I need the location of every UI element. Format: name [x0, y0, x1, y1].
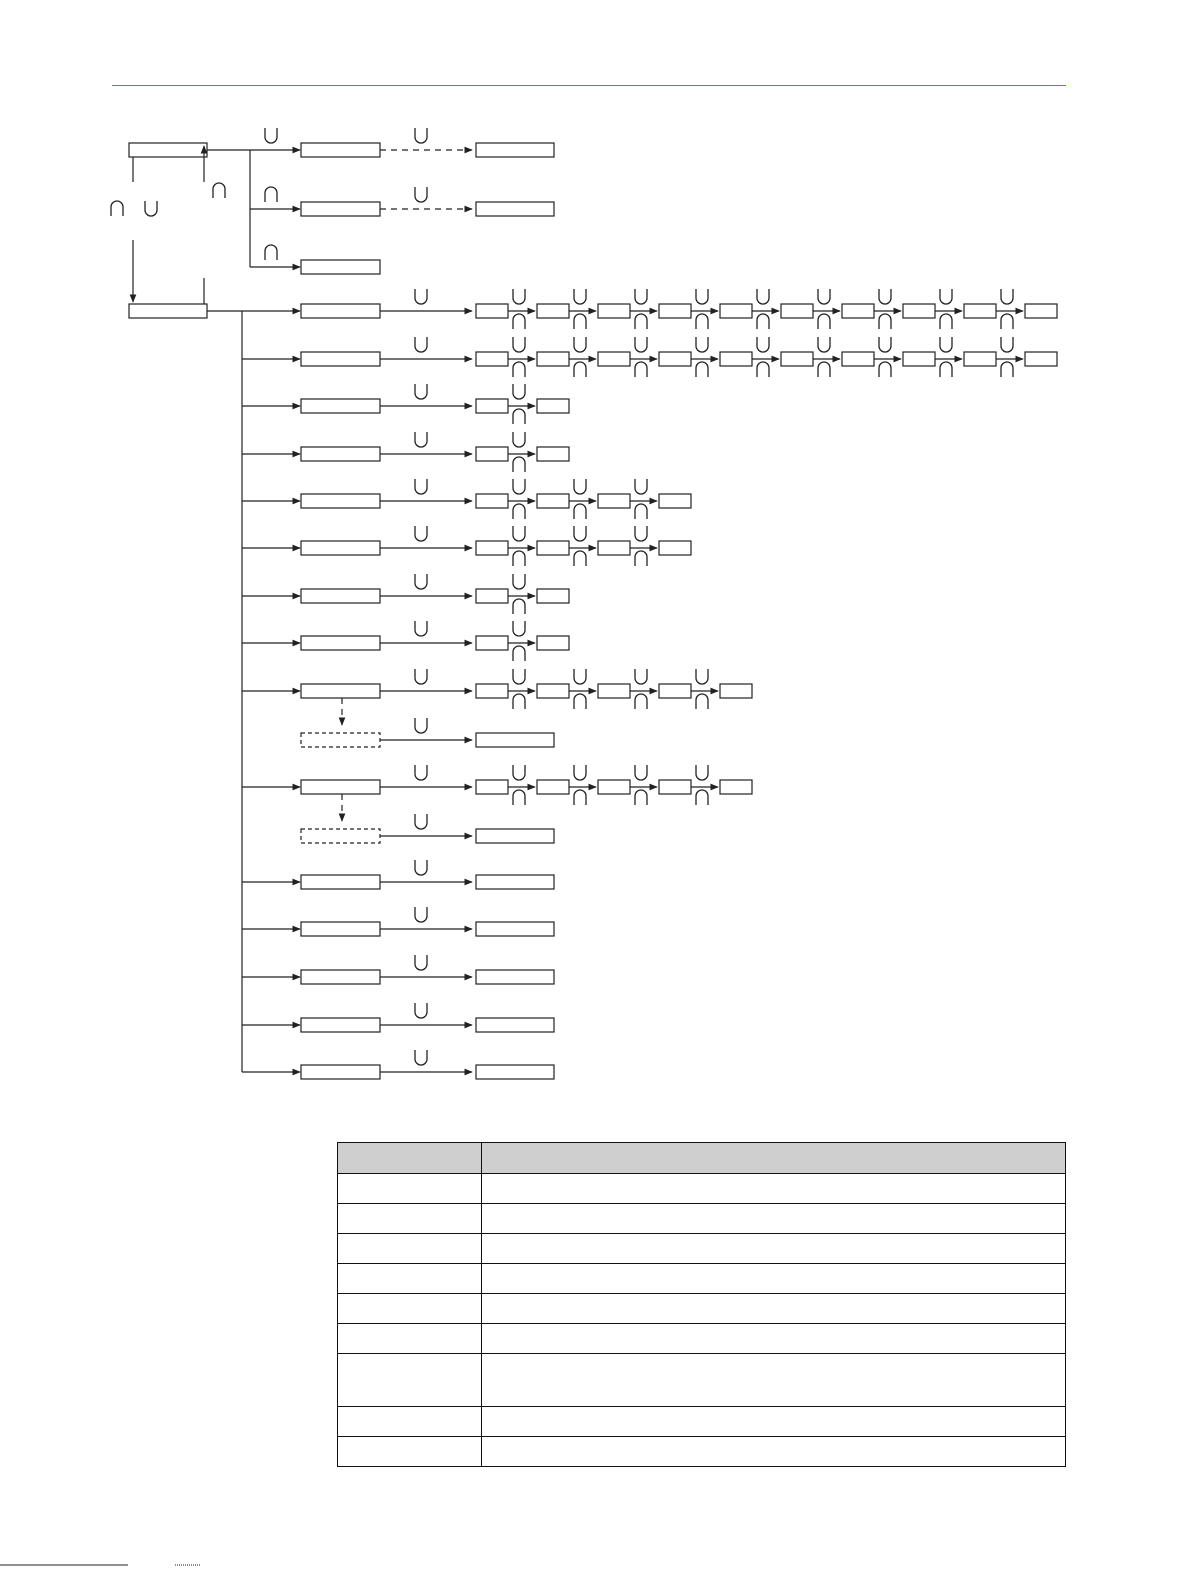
table-cell-desc [482, 1204, 1065, 1233]
up-key-icon [574, 694, 586, 709]
value-step-box [1025, 352, 1057, 366]
table-cell-key [338, 1294, 482, 1323]
table-row [337, 1264, 1066, 1294]
top-value-box [476, 143, 554, 157]
value-step-box [1025, 304, 1057, 318]
table-cell-desc [482, 1264, 1065, 1293]
down-key-icon [513, 289, 525, 304]
top-option-box [301, 260, 380, 274]
down-key-icon [574, 765, 586, 780]
parameter-box [301, 684, 380, 698]
down-key-icon [513, 621, 525, 636]
down-key-icon [513, 526, 525, 541]
value-step-box [476, 494, 508, 508]
value-step-box [903, 304, 935, 318]
down-key-icon [415, 1050, 427, 1065]
up-key-icon [265, 187, 277, 202]
down-key-icon [574, 337, 586, 352]
up-key-icon [213, 183, 225, 198]
table-row [337, 1174, 1066, 1204]
value-step-box [598, 304, 630, 318]
footer-marks [0, 1564, 240, 1572]
top-option-box [301, 202, 380, 216]
parameter-box [301, 494, 380, 508]
value-step-box [964, 304, 996, 318]
down-key-icon [635, 526, 647, 541]
value-step-box [537, 636, 569, 650]
parameter-box [301, 352, 380, 366]
up-key-icon [574, 551, 586, 566]
up-key-icon [757, 362, 769, 377]
value-box [476, 922, 554, 936]
value-step-box [537, 494, 569, 508]
table-cell-desc [482, 1324, 1065, 1353]
value-step-box [537, 304, 569, 318]
sub-parameter-box [301, 829, 380, 843]
table-cell-desc [482, 1437, 1065, 1466]
up-key-icon [635, 314, 647, 329]
table-cell-key [338, 1324, 482, 1353]
down-key-icon [513, 337, 525, 352]
parameter-box [301, 922, 380, 936]
down-key-icon [574, 526, 586, 541]
up-key-icon [513, 504, 525, 519]
table-header-col-2 [482, 1143, 1065, 1173]
down-key-icon [940, 289, 952, 304]
table-cell-key [338, 1437, 482, 1466]
up-key-icon [696, 790, 708, 805]
down-key-icon [415, 955, 427, 970]
value-step-box [476, 636, 508, 650]
value-step-box [781, 352, 813, 366]
up-key-icon [635, 362, 647, 377]
value-box [476, 970, 554, 984]
up-key-icon [879, 314, 891, 329]
parameter-box [301, 780, 380, 794]
value-step-box [476, 589, 508, 603]
up-key-icon [513, 790, 525, 805]
up-key-icon [940, 314, 952, 329]
down-key-icon [574, 669, 586, 684]
parameter-box [301, 970, 380, 984]
value-step-box [598, 780, 630, 794]
up-key-icon [513, 457, 525, 472]
value-step-box [781, 304, 813, 318]
table-row [337, 1294, 1066, 1324]
up-key-icon [513, 599, 525, 614]
table-header [337, 1142, 1066, 1174]
up-key-icon [513, 362, 525, 377]
down-key-icon [574, 289, 586, 304]
down-key-icon [415, 574, 427, 589]
down-key-icon [415, 1003, 427, 1018]
down-key-icon [696, 337, 708, 352]
down-key-icon [415, 526, 427, 541]
parameter-box [301, 636, 380, 650]
up-key-icon [818, 314, 830, 329]
down-key-icon [635, 479, 647, 494]
value-step-box [598, 352, 630, 366]
up-key-icon [696, 362, 708, 377]
table-cell-key [338, 1204, 482, 1233]
value-step-box [476, 352, 508, 366]
legend-table [337, 1142, 1066, 1467]
table-cell-key [338, 1234, 482, 1263]
value-step-box [659, 304, 691, 318]
down-key-icon [1001, 337, 1013, 352]
up-key-icon [513, 314, 525, 329]
down-key-icon [818, 337, 830, 352]
sub-parameter-box [301, 733, 380, 747]
up-key-icon [696, 314, 708, 329]
table-row [337, 1324, 1066, 1354]
down-key-icon [415, 765, 427, 780]
value-step-box [598, 541, 630, 555]
value-step-box [720, 352, 752, 366]
parameter-box [301, 1018, 380, 1032]
down-key-icon [415, 621, 427, 636]
up-key-icon [635, 504, 647, 519]
table-cell-desc [482, 1234, 1065, 1263]
down-key-icon [415, 337, 427, 352]
table-cell-key [338, 1264, 482, 1293]
table-cell-key [338, 1174, 482, 1203]
value-step-box [537, 589, 569, 603]
value-step-box [903, 352, 935, 366]
down-key-icon [513, 669, 525, 684]
down-key-icon [757, 337, 769, 352]
down-key-icon [696, 669, 708, 684]
up-key-icon [111, 201, 123, 216]
value-step-box [598, 494, 630, 508]
table-row [337, 1204, 1066, 1234]
table-row [337, 1407, 1066, 1437]
value-step-box [537, 684, 569, 698]
up-key-icon [635, 551, 647, 566]
up-key-icon [757, 314, 769, 329]
up-key-icon [574, 362, 586, 377]
value-step-box [476, 447, 508, 461]
parameter-box [301, 589, 380, 603]
parameter-box [301, 447, 380, 461]
top-value-box [476, 202, 554, 216]
value-step-box [537, 780, 569, 794]
down-key-icon [415, 128, 427, 143]
parameter-box [301, 541, 380, 555]
down-key-icon [265, 128, 277, 143]
value-step-box [659, 541, 691, 555]
down-key-icon [879, 337, 891, 352]
table-row [337, 1437, 1066, 1467]
up-key-icon [879, 362, 891, 377]
down-key-icon [513, 765, 525, 780]
up-key-icon [940, 362, 952, 377]
value-step-box [720, 780, 752, 794]
down-key-icon [415, 289, 427, 304]
down-key-icon [879, 289, 891, 304]
down-key-icon [415, 860, 427, 875]
sub-value-box [476, 829, 554, 843]
value-step-box [537, 399, 569, 413]
value-step-box [659, 780, 691, 794]
value-step-box [476, 541, 508, 555]
value-box [476, 1018, 554, 1032]
value-step-box [537, 447, 569, 461]
value-step-box [842, 352, 874, 366]
down-key-icon [1001, 289, 1013, 304]
up-key-icon [513, 409, 525, 424]
parameter-box [301, 1065, 380, 1079]
down-key-icon [415, 432, 427, 447]
up-key-icon [265, 245, 277, 260]
down-key-icon [415, 907, 427, 922]
up-key-icon [574, 790, 586, 805]
table-cell-desc [482, 1294, 1065, 1323]
value-step-box [476, 399, 508, 413]
table-row [337, 1234, 1066, 1264]
value-step-box [720, 684, 752, 698]
value-step-box [476, 684, 508, 698]
down-key-icon [757, 289, 769, 304]
up-key-icon [513, 694, 525, 709]
value-step-box [598, 684, 630, 698]
top-option-box [301, 143, 380, 157]
value-step-box [842, 304, 874, 318]
down-key-icon [145, 201, 157, 216]
table-header-col-1 [338, 1143, 482, 1173]
down-key-icon [513, 574, 525, 589]
up-key-icon [635, 790, 647, 805]
value-step-box [659, 494, 691, 508]
down-key-icon [818, 289, 830, 304]
table-row [337, 1354, 1066, 1407]
value-step-box [537, 541, 569, 555]
value-box [476, 875, 554, 889]
parameter-box [301, 399, 380, 413]
down-key-icon [696, 289, 708, 304]
down-key-icon [415, 479, 427, 494]
down-key-icon [513, 479, 525, 494]
up-key-icon [574, 314, 586, 329]
sub-value-box [476, 733, 554, 747]
down-key-icon [513, 384, 525, 399]
value-step-box [964, 352, 996, 366]
down-key-icon [513, 432, 525, 447]
up-key-icon [635, 694, 647, 709]
up-key-icon [818, 362, 830, 377]
table-cell-key [338, 1407, 482, 1436]
table-cell-desc [482, 1354, 1065, 1406]
root-menu-box [129, 143, 207, 157]
value-step-box [476, 780, 508, 794]
down-key-icon [415, 187, 427, 202]
settings-menu-box [129, 304, 207, 318]
value-step-box [476, 304, 508, 318]
value-step-box [659, 352, 691, 366]
value-step-box [659, 684, 691, 698]
down-key-icon [940, 337, 952, 352]
down-key-icon [635, 289, 647, 304]
up-key-icon [696, 694, 708, 709]
table-cell-desc [482, 1407, 1065, 1436]
parameter-box [301, 875, 380, 889]
up-key-icon [1001, 362, 1013, 377]
down-key-icon [415, 384, 427, 399]
down-key-icon [415, 718, 427, 733]
down-key-icon [635, 765, 647, 780]
down-key-icon [574, 479, 586, 494]
up-key-icon [513, 646, 525, 661]
table-cell-key [338, 1354, 482, 1406]
down-key-icon [415, 814, 427, 829]
table-cell-desc [482, 1174, 1065, 1203]
parameter-box [301, 304, 380, 318]
value-step-box [537, 352, 569, 366]
up-key-icon [513, 551, 525, 566]
down-key-icon [635, 337, 647, 352]
down-key-icon [696, 765, 708, 780]
value-step-box [720, 304, 752, 318]
up-key-icon [574, 504, 586, 519]
down-key-icon [635, 669, 647, 684]
down-key-icon [415, 669, 427, 684]
up-key-icon [1001, 314, 1013, 329]
value-box [476, 1065, 554, 1079]
